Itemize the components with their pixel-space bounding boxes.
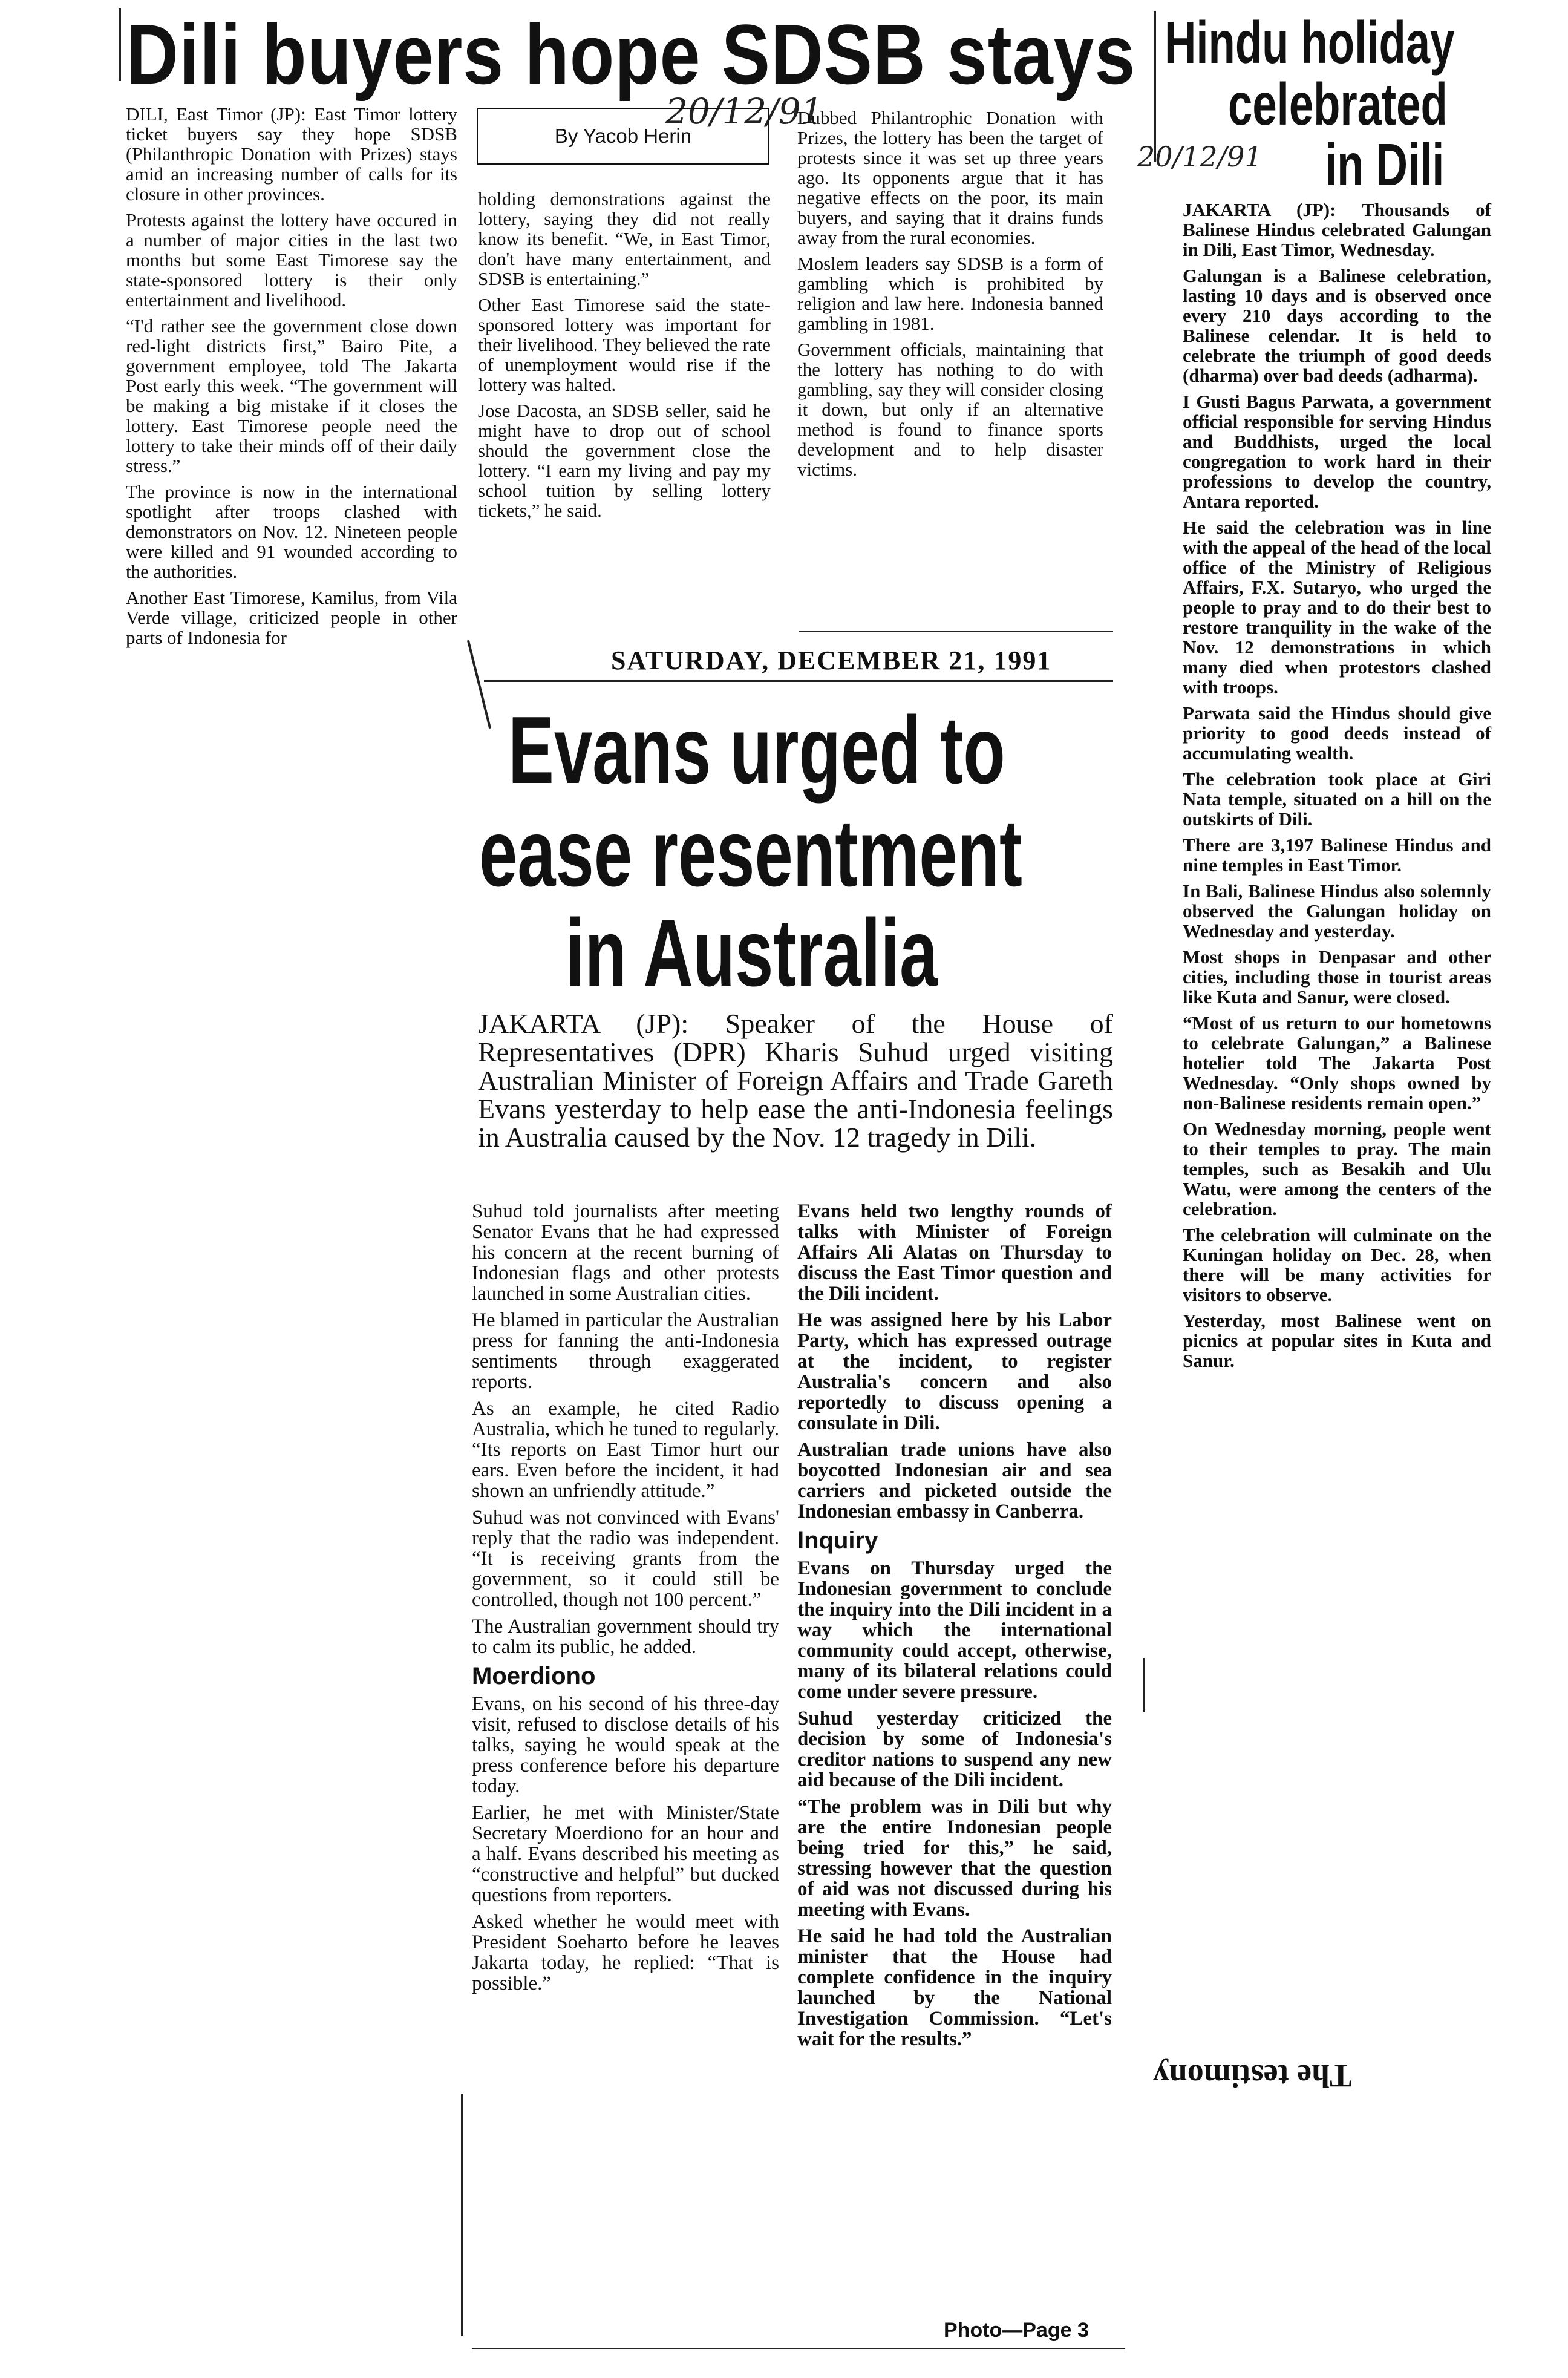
paragraph: Other East Timorese said the state-sponsored lottery was important for their livelihood. They believed the rate of unemployment would rise if the lottery was halted. (478, 294, 771, 395)
paragraph: “I'd rather see the government close down red-light districts first,” Bairo Pite, a government employee, told The Jakarta Post early this week. “The government will be making a big mistake if it closes the lottery. East Timorese people need the lottery to take their minds off of their daily stress.” (126, 315, 457, 476)
masthead-fragment-upside-down: The testimony (1152, 2058, 1352, 2094)
hindu-end-bracket (1143, 1658, 1145, 1712)
dateline: SATURDAY, DECEMBER 21, 1991 (611, 646, 1052, 675)
evans-column-1 (472, 1201, 779, 2000)
paragraph: Galungan is a Balinese celebration, lasting 10 days and is observed once every 210 days according to the Balinese celendar. It is held to celebrate the triumph of good deeds (dharma) over bad deeds (adharma). (1183, 265, 1491, 386)
sdsb-column-3 (797, 108, 1103, 485)
handwritten-bracket-mark (119, 8, 121, 81)
hindu-left-bracket (1154, 11, 1156, 162)
paragraph: In Bali, Balinese Hindus also solemnly observed the Galungan holiday on Wednesday and yesterday. (1183, 880, 1491, 942)
paragraph: As an example, he cited Radio Australia, which he tuned to regularly. “Its reports on East Timor hurt our ears. Even before the incident, it had shown an unfriendly attitude.” (472, 1398, 779, 1502)
paragraph: Australian trade unions have also boycotted Indonesian air and sea carriers and picketed outside the Indonesian embassy in Canberra. (797, 1439, 1112, 1522)
paragraph: The celebration will culminate on the Kuningan holiday on Dec. 28, when there will be many activities for visitors to observe. (1183, 1224, 1491, 1305)
paragraph: Moslem leaders say SDSB is a form of gambling which is prohibited by religion and law here. Indonesia banned gambling in 1981. (797, 253, 1103, 334)
hindu-handwritten-date: 20/12/91 (1137, 140, 1263, 173)
paragraph: The Australian government should try to calm its public, he added. (472, 1616, 779, 1658)
handwritten-check-mark (467, 640, 491, 729)
paragraph: JAKARTA (JP): Thousands of Balinese Hindus celebrated Galungan in Dili, East Timor, Wednesday. (1183, 199, 1491, 260)
hindu-headline-line-3: in Dili (1325, 131, 1445, 198)
paragraph: Evans, on his second of his three-day visit, refused to disclose details of his talks, saying he would speak at the press conference before his departure today. (472, 1693, 779, 1797)
paragraph: “The problem was in Dili but why are the entire Indonesian people being tried for this,” he said, stressing however that the question of aid was not discussed during his meeting with Evans. (797, 1796, 1112, 1921)
evans-headline-line-1: Evans urged to (508, 697, 1005, 804)
paragraph: Suhud yesterday criticized the decision by some of Indonesia's creditor nations to suspend any new aid because of the Dili incident. (797, 1708, 1112, 1791)
paragraph: Protests against the lottery have occured in a number of major cities in the last two months but some East Timorese say the state-sponsored lottery is their only entertainment and livelihood. (126, 209, 457, 310)
subhead-inquiry: Inquiry (797, 1527, 878, 1554)
paragraph: Jose Dacosta, an SDSB seller, said he might have to drop out of school should the government close the lottery. “I earn my living and pay my school tuition by selling lottery tickets,” he said. (478, 400, 771, 521)
paragraph: On Wednesday morning, people went to their temples to pray. The main temples, such as Besakih and Ulu Watu, were among the centers of the celebration. (1183, 1118, 1491, 1219)
evans-headline-line-3: in Australia (566, 900, 938, 1006)
sdsb-column-1 (126, 104, 457, 653)
sdsb-byline-box: By Yacob Herin (477, 108, 769, 165)
paragraph: I Gusti Bagus Parwata, a government official responsible for serving Hindus and Buddhists, urged the local congregation to work hard in their professions to develop the country, Antara reported. (1183, 391, 1491, 512)
paragraph: He blamed in particular the Australian press for fanning the anti-Indonesia sentiments through exaggerated reports. (472, 1309, 779, 1393)
paragraph: Evans on Thursday urged the Indonesian government to conclude the inquiry into the Dili incident in a way which the international community could accept, otherwise, many of its bilateral relations could come under severe pressure. (797, 1557, 1112, 1703)
paragraph: There are 3,197 Balinese Hindus and nine temples in East Timor. (1183, 834, 1491, 876)
sdsb-bottom-rule (799, 631, 1113, 632)
evans-jump-line: Photo—Page 3 (944, 2319, 1089, 2342)
paragraph: The celebration took place at Giri Nata temple, situated on a hill on the outskirts of Dili. (1183, 768, 1491, 830)
paragraph: Suhud told journalists after meeting Senator Evans that he had expressed his concern at the recent burning of Indonesian flags and other protests launched in some Australian cities. (472, 1200, 779, 1305)
paragraph: “Most of us return to our hometowns to celebrate Galungan,” a Balinese hotelier told The Jakarta Post Wednesday. “Only shops owned by non-Balinese residents remain open.” (1183, 1012, 1491, 1113)
evans-headline-line-2: ease resentment (479, 800, 1022, 906)
paragraph: Parwata said the Hindus should give priority to good deeds instead of accumulating wealth. (1183, 703, 1491, 764)
evans-bottom-rule (472, 2348, 1125, 2349)
sdsb-headline: Dili buyers hope SDSB stays (126, 7, 1136, 102)
paragraph: He was assigned here by his Labor Party, which has expressed outrage at the incident, to register Australia's concern and also reportedly to discuss opening a consulate in Dili. (797, 1309, 1112, 1434)
paragraph: The province is now in the international spotlight after troops clashed with demonstrators on Nov. 12. Nineteen people were killed and 91 wounded according to the authorities. (126, 481, 457, 582)
hindu-headline-line-2: celebrated (1228, 71, 1448, 137)
dateline-rule (484, 680, 1113, 682)
evans-left-rule (461, 2094, 463, 2336)
subhead-moerdiono: Moerdiono (472, 1663, 596, 1689)
paragraph: Most shops in Denpasar and other cities, including those in tourist areas like Kuta and Sanur, were closed. (1183, 946, 1491, 1007)
hindu-headline-line-1: Hindu holiday (1165, 9, 1455, 76)
sdsb-column-2 (478, 189, 771, 526)
evans-column-2 (797, 1201, 1112, 2055)
paragraph: Another East Timorese, Kamilus, from Vila Verde village, criticized people in other parts of Indonesia for (126, 587, 457, 648)
paragraph: Government officials, maintaining that the lottery has nothing to do with gambling, say they will consider closing it down, but only if an alternative method is found to finance sports development and to help disaster victims. (797, 339, 1103, 480)
paragraph: Earlier, he met with Minister/State Secretary Moerdiono for an hour and a half. Evans described his meeting as “constructive and helpful” but ducked questions from reporters. (472, 1802, 779, 1906)
hindu-column (1183, 200, 1491, 1377)
paragraph: Dubbed Philantrophic Donation with Prizes, the lottery has been the target of protests since it was set up three years ago. Its opponents argue that it has negative effects on the poor, its main buyers, and saying that it drains funds away from the rural economies. (797, 107, 1103, 248)
paragraph: He said he had told the Australian minister that the House had complete confidence in the inquiry launched by the National Investigation Commission. “Let's wait for the results.” (797, 1925, 1112, 2050)
paragraph: Suhud was not convinced with Evans' reply that the radio was independent. “It is receiving grants from the government, so it could still be controlled, though not 100 percent.” (472, 1507, 779, 1611)
paragraph: holding demonstrations against the lottery, saying they did not really know its benefit. “We, in East Timor, don't have many entertainment, and SDSB is entertaining.” (478, 188, 771, 289)
paragraph: Asked whether he would meet with President Soeharto before he leaves Jakarta today, he replied: “That is possible.” (472, 1911, 779, 1994)
evans-lead: JAKARTA (JP): Speaker of the House of Representatives (DPR) Kharis Suhud urged visiting Australian Minister of Foreign Affairs and Trade Gareth Evans yesterday to help ease the anti-Indonesia feelings in Australia caused by the Nov. 12 tragedy in Dili. (478, 1008, 1113, 1153)
paragraph: DILI, East Timor (JP): East Timor lottery ticket buyers say they hope SDSB (Philanthropic Donation with Prizes) stays amid an increasing number of calls for its closure in other provinces. (126, 103, 457, 205)
sdsb-handwritten-date: 20/12/91 (665, 91, 823, 132)
paragraph: Evans held two lengthy rounds of talks with Minister of Foreign Affairs Ali Alatas on Thursday to discuss the East Timor question and the Dili incident. (797, 1200, 1112, 1305)
paragraph: He said the celebration was in line with the appeal of the head of the local office of the Ministry of Religious Affairs, F.X. Sutaryo, who urged the people to pray and to do their best to restore tranquility in the wake of the Nov. 12 demonstrations in which many died when protestors clashed with troops. (1183, 517, 1491, 698)
paragraph: Yesterday, most Balinese went on picnics at popular sites in Kuta and Sanur. (1183, 1310, 1491, 1371)
